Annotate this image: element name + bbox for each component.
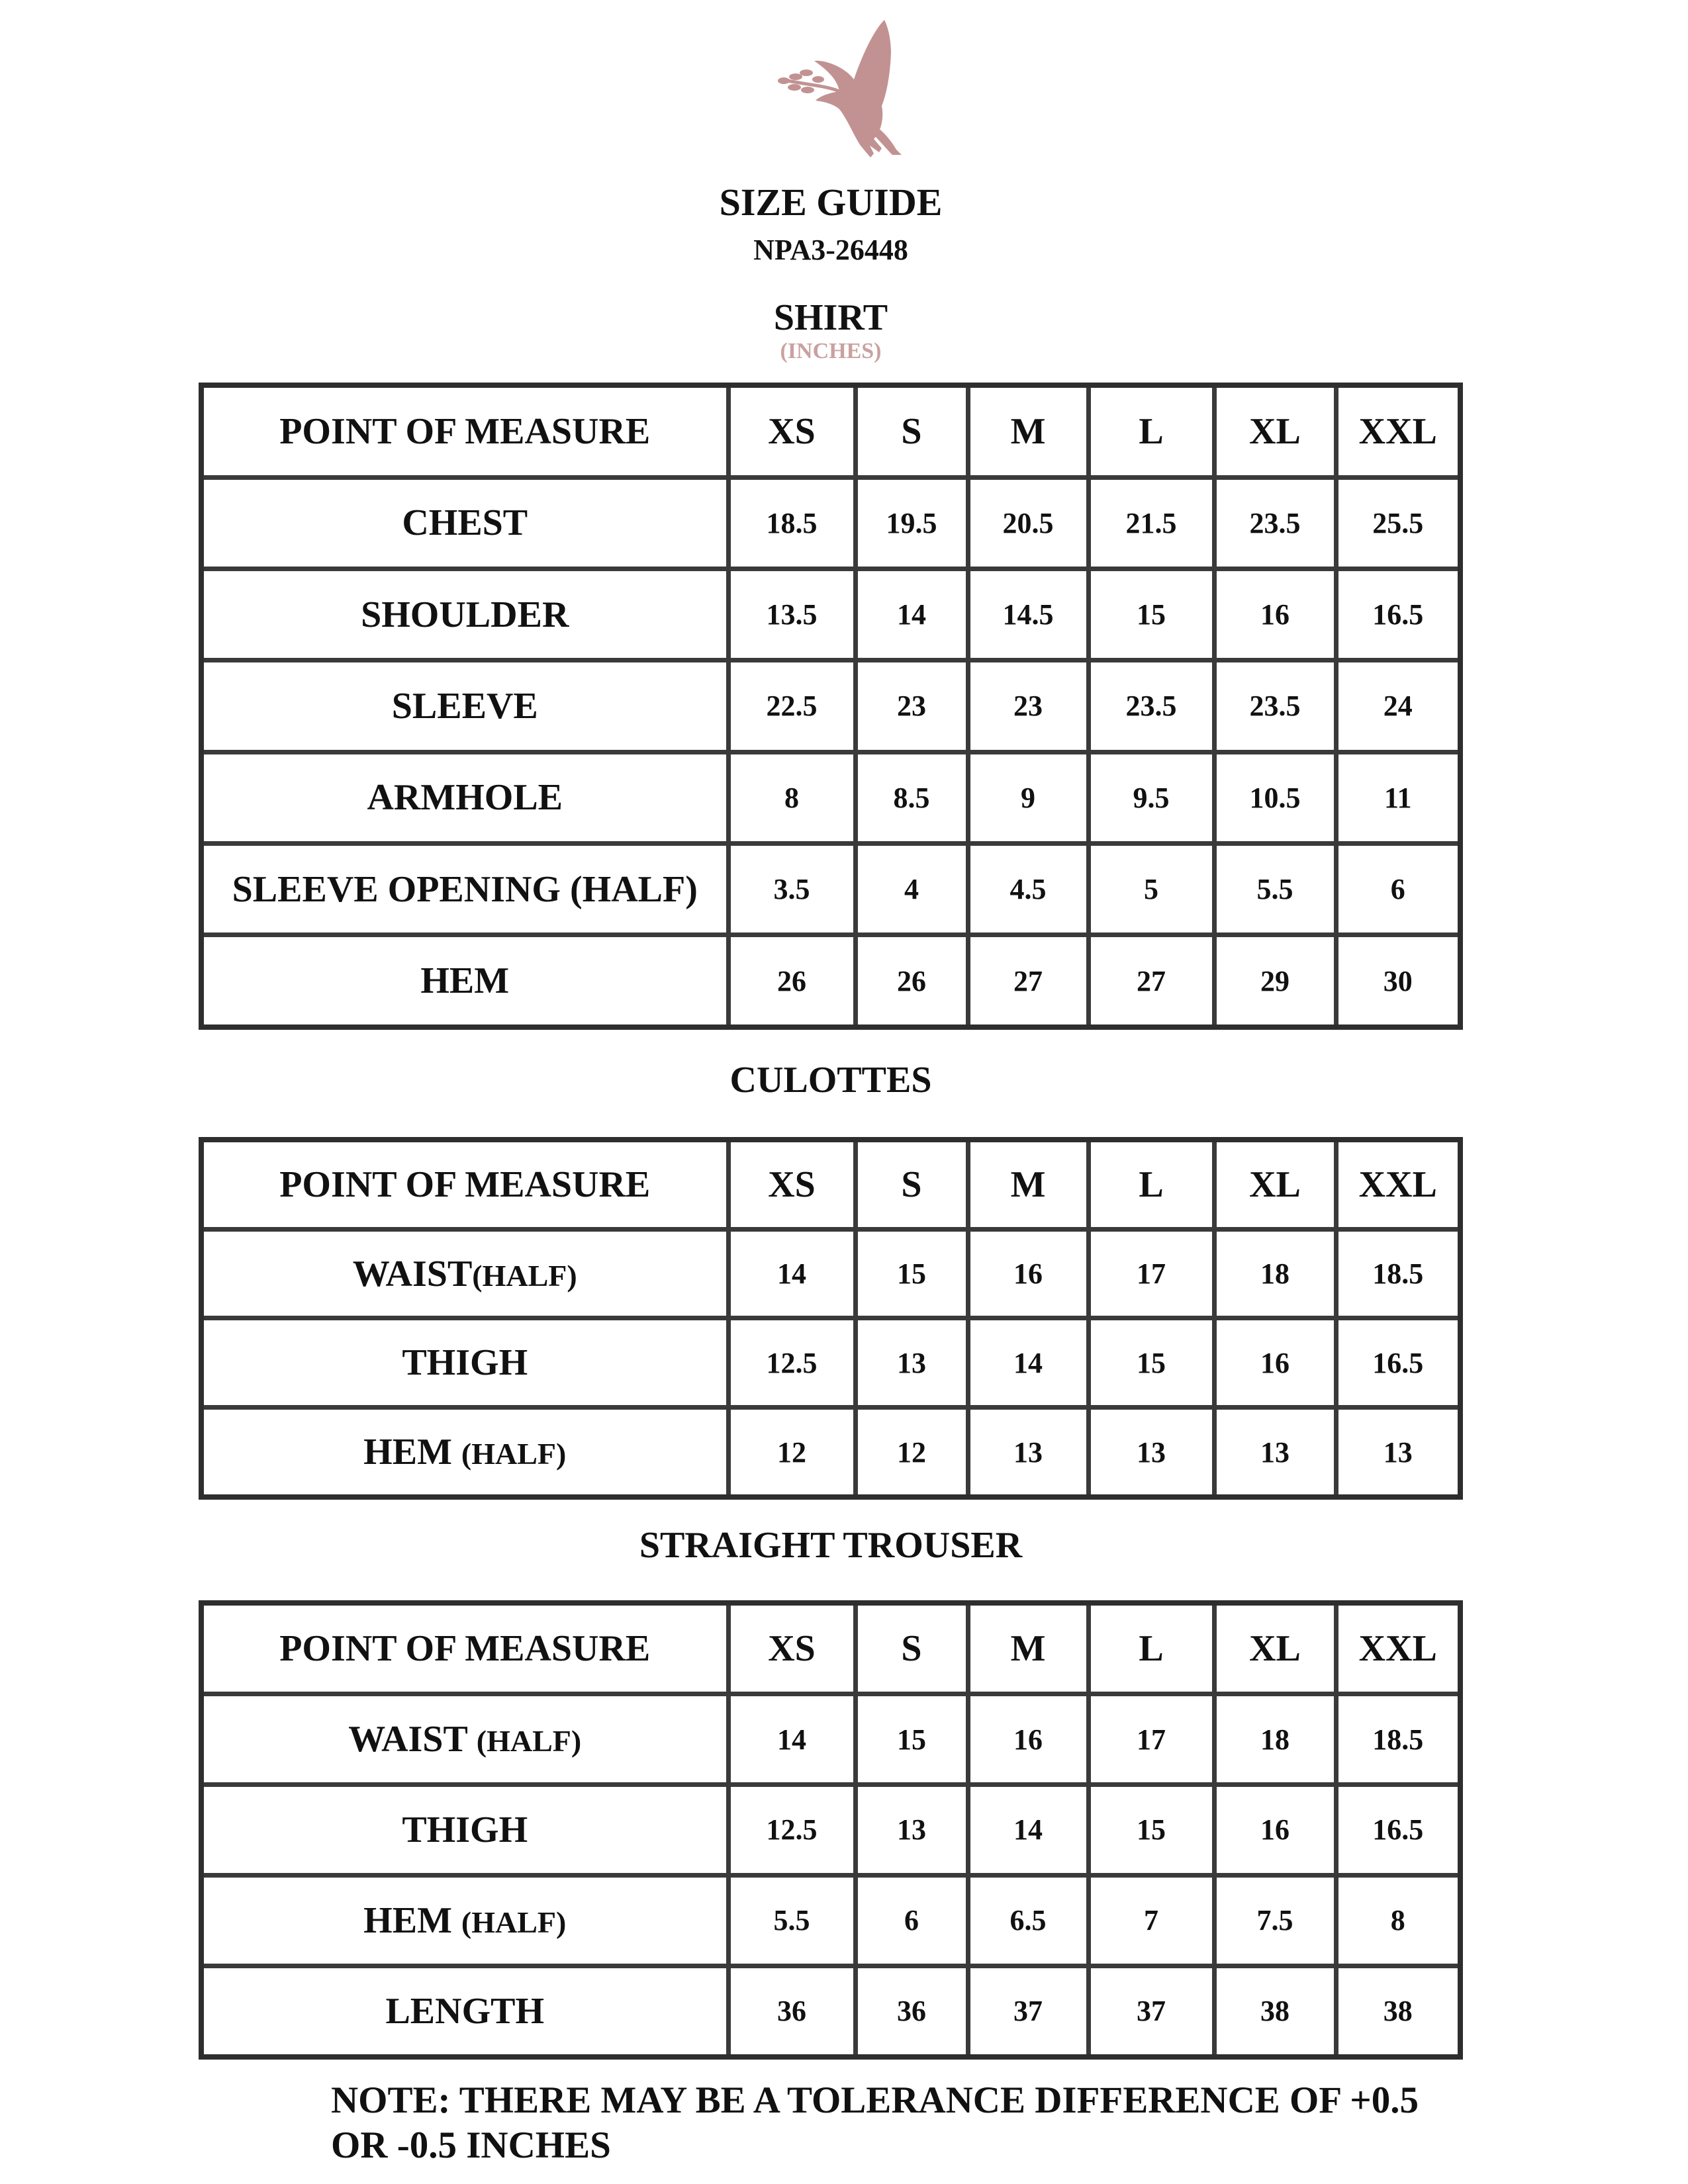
measure-value: 23.5 [1214,477,1336,569]
size-header-m: M [968,1603,1088,1694]
measure-name: LENGTH [385,1990,545,2032]
size-header-m: M [968,1140,1088,1229]
table-row [201,1966,1460,2057]
measure-label: HEM [201,935,728,1027]
measure-value: 27 [1088,935,1214,1027]
measure-value: 8 [1336,1875,1460,1966]
tolerance-note: NOTE: THERE MAY BE A TOLERANCE DIFFERENCE OF +0.5 OR -0.5 INCHES [331,2079,1419,2166]
size-header-s: S [855,385,968,477]
measure-value: 11 [1336,752,1460,843]
style-code: NPA3-26448 [753,234,908,266]
table-row [201,1875,1460,1966]
measure-value: 14.5 [968,569,1088,660]
measure-value: 13 [855,1318,968,1408]
measure-value: 23.5 [1214,660,1336,752]
shirt-section-title: SHIRT [773,297,888,338]
measure-value: 12 [855,1408,968,1498]
table-header-row [201,1603,1460,1694]
measure-qualifier: (HALF) [461,1437,567,1471]
measure-value: 29 [1214,935,1336,1027]
measure-value: 30 [1336,935,1460,1027]
measure-value: 23 [855,660,968,752]
measure-value: 13.5 [728,569,855,660]
measure-value: 4.5 [968,843,1088,934]
measure-value: 14 [968,1785,1088,1876]
measure-value: 23 [968,660,1088,752]
measure-value: 13 [1336,1408,1460,1498]
measure-value: 6.5 [968,1875,1088,1966]
size-header-xl: XL [1214,1603,1336,1694]
measure-label: CHEST [201,477,728,569]
measure-value: 4 [855,843,968,934]
shirt-size-table [199,383,1463,1030]
measure-value: 13 [1214,1408,1336,1498]
measure-qualifier: (HALF) [461,1905,567,1939]
measure-value: 19.5 [855,477,968,569]
measure-value: 16 [1214,1785,1336,1876]
measure-value: 15 [1088,569,1214,660]
measure-value: 16.5 [1336,569,1460,660]
measure-value: 36 [728,1966,855,2057]
measure-name: HEM [363,1899,452,1941]
measure-value: 18 [1214,1229,1336,1318]
measure-value: 15 [855,1694,968,1785]
measure-value: 9.5 [1088,752,1214,843]
table-header-row [201,385,1460,477]
measure-value: 20.5 [968,477,1088,569]
measure-value: 10.5 [1214,752,1336,843]
measure-value: 17 [1088,1229,1214,1318]
measure-value: 5 [1088,843,1214,934]
size-header-xxl: XXL [1336,1140,1460,1229]
measure-value: 6 [1336,843,1460,934]
size-header-xxl: XXL [1336,1603,1460,1694]
measure-label: SHOULDER [201,569,728,660]
size-header-l: L [1088,385,1214,477]
table-row [201,1318,1460,1408]
table-row [201,843,1460,934]
measure-label [201,1785,728,1876]
size-header-xl: XL [1214,385,1336,477]
measure-value: 13 [968,1408,1088,1498]
culottes-section-title: CULOTTES [729,1060,932,1101]
measure-label [201,1318,728,1408]
size-header-s: S [855,1603,968,1694]
point-of-measure-header: POINT OF MEASURE [201,1603,728,1694]
measure-value: 16.5 [1336,1318,1460,1408]
trouser-section-title: STRAIGHT TROUSER [639,1525,1023,1566]
measure-value: 37 [968,1966,1088,2057]
table-row [201,935,1460,1027]
measure-value: 24 [1336,660,1460,752]
measure-value: 17 [1088,1694,1214,1785]
measure-label [201,1875,728,1966]
measure-value: 18.5 [1336,1694,1460,1785]
measure-label [201,1694,728,1785]
measure-value: 6 [855,1875,968,1966]
measure-value: 9 [968,752,1088,843]
measure-label: ARMHOLE [201,752,728,843]
table-row [201,477,1460,569]
measure-value: 21.5 [1088,477,1214,569]
table-row [201,752,1460,843]
measure-value: 5.5 [728,1875,855,1966]
table-row [201,1785,1460,1876]
measure-value: 14 [855,569,968,660]
measure-value: 37 [1088,1966,1214,2057]
dove-with-olive-branch-icon [755,13,907,165]
measure-value: 25.5 [1336,477,1460,569]
size-header-xs: XS [728,385,855,477]
size-header-m: M [968,385,1088,477]
units-label: (INCHES) [780,339,882,363]
measure-label: SLEEVE OPENING (HALF) [201,843,728,934]
measure-label [201,1966,728,2057]
measure-name: WAIST [348,1719,467,1760]
measure-value: 16.5 [1336,1785,1460,1876]
table-row [201,1694,1460,1785]
measure-name: THIGH [402,1342,528,1384]
measure-value: 15 [1088,1785,1214,1876]
size-header-xs: XS [728,1603,855,1694]
measure-value: 13 [855,1785,968,1876]
size-header-l: L [1088,1603,1214,1694]
measure-value: 15 [1088,1318,1214,1408]
measure-value: 14 [968,1318,1088,1408]
point-of-measure-header: POINT OF MEASURE [201,385,728,477]
measure-name: THIGH [402,1809,528,1850]
measure-value: 18.5 [1336,1229,1460,1318]
table-row [201,1229,1460,1318]
measure-value: 26 [728,935,855,1027]
measure-value: 27 [968,935,1088,1027]
measure-qualifier: (HALF) [472,1258,577,1293]
measure-value: 12.5 [728,1785,855,1876]
measure-value: 38 [1214,1966,1336,2057]
measure-value: 14 [728,1694,855,1785]
measure-label [201,1408,728,1498]
measure-value: 3.5 [728,843,855,934]
measure-label: SLEEVE [201,660,728,752]
table-row [201,569,1460,660]
measure-value: 7 [1088,1875,1214,1966]
measure-value: 12.5 [728,1318,855,1408]
size-header-xxl: XXL [1336,385,1460,477]
measure-label [201,1229,728,1318]
measure-value: 22.5 [728,660,855,752]
measure-value: 26 [855,935,968,1027]
measure-value: 7.5 [1214,1875,1336,1966]
measure-name: WAIST [352,1253,473,1295]
size-header-l: L [1088,1140,1214,1229]
measure-value: 18 [1214,1694,1336,1785]
page-title: SIZE GUIDE [719,181,943,224]
measure-value: 18.5 [728,477,855,569]
table-header-row [201,1140,1460,1229]
table-row [201,660,1460,752]
measure-value: 13 [1088,1408,1214,1498]
measure-value: 15 [855,1229,968,1318]
measure-value: 23.5 [1088,660,1214,752]
point-of-measure-header: POINT OF MEASURE [201,1140,728,1229]
culottes-size-table [199,1137,1463,1500]
table-row [201,1408,1460,1498]
measure-value: 36 [855,1966,968,2057]
size-header-xl: XL [1214,1140,1336,1229]
measure-value: 14 [728,1229,855,1318]
measure-value: 12 [728,1408,855,1498]
measure-value: 5.5 [1214,843,1336,934]
measure-value: 38 [1336,1966,1460,2057]
measure-name: HEM [363,1432,452,1473]
trouser-size-table [199,1600,1463,2060]
size-header-xs: XS [728,1140,855,1229]
measure-value: 16 [1214,569,1336,660]
measure-value: 16 [1214,1318,1336,1408]
size-header-s: S [855,1140,968,1229]
measure-qualifier: (HALF) [476,1724,582,1758]
measure-value: 8.5 [855,752,968,843]
measure-value: 16 [968,1694,1088,1785]
measure-value: 16 [968,1229,1088,1318]
measure-value: 8 [728,752,855,843]
